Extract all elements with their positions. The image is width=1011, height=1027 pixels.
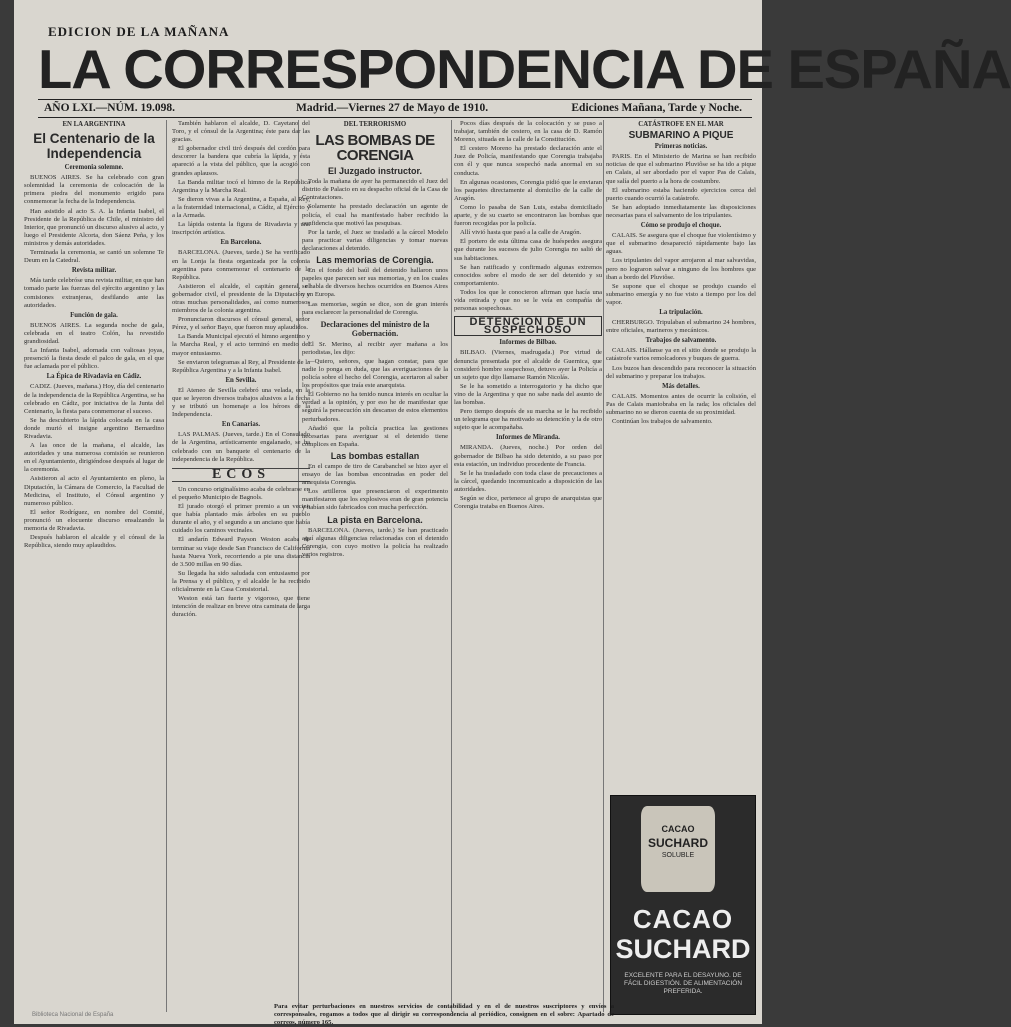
paragraph: BILBAO. (Viernes, madrugada.) Por virtud de denuncia presentada por el alcalde de Guernica, que consideró hombre sospechoso, detuvo ayer la Policía a un sujeto que dijo llamarse Ramón Nicolás. [454,349,602,381]
paragraph: Los artilleros que presenciaron el experimento manifestaron que los explosivos eran de gran potencia y habían sido fabricados con mucha perfección. [302,488,448,512]
paragraph: Allí vivió hasta que pasó a la calle de Aragón. [460,229,582,237]
column-divider [166,120,167,1012]
section-label: DEL TERRORISMO [343,121,407,128]
paragraph: MIRANDA. (Jueves, noche.) Por orden del gobernador de Bilbao ha sido detenido, a su paso por esta estación, un individuo procedente de Francia. [454,444,602,468]
paragraph: BARCELONA. (Jueves, tarde.) Se han practicado aquí algunas diligencias relacionadas con el detenido Corengia, con cuyo motivo la policía ha realizado varios registros. [302,526,448,558]
paragraph: El andarín Edward Payson Weston acaba de terminar su viaje desde San Francisco de California hasta Nueva York, recorriendo a pie una distancia de 3.500 millas en 90 días. [172,536,310,568]
column-divider [451,120,452,1012]
paragraph: Un concurso originalísimo acaba de celebrarse en el pequeño Municipio de Bagnols. [172,485,310,501]
newspaper-page [14,0,1011,1026]
issue-number: AÑO LXI.—NÚM. 19.098. [44,102,175,114]
paragraph: El gobernador civil tiró después del cordón para descorrer la bandera que cubría la lápida, y ésta apareció a la vista del público, que la acogió con grandes aplausos. [172,145,310,177]
paragraph: BUENOS AIRES. Se ha celebrado con gran solemnidad la ceremonia de colocación de la primera piedra del monumento erigido para conmemorar la fecha de la Independencia. [24,174,164,206]
footer-notice: Para evitar perturbaciones en nuestros servicios de contabilidad y en el de nuestros suscriptores y envíos a corresponsales, rogamos a todos que al dirigir su correspondencia al periódico, consignen en el sobre: Apartado de correos, número 165. [274,1003,614,1026]
subheading: La Épica de Rivadavia en Cádiz. [46,373,142,381]
edition-label: EDICION DE LA MAÑANA [48,24,230,39]
column-2 [172,120,310,1010]
cacao-tin-illustration [641,806,715,892]
paragraph: El Sr. Merino, al recibir ayer mañana a los periodistas, les dijo: [302,340,448,356]
article-headline: DETENCION DE UN SOSPECHOSO [454,316,602,336]
section-label: EN LA ARGENTINA [62,121,126,128]
paragraph: Solamente ha prestado declaración un agente de policía, el cual ha manifestado haber recibido la confidencia que motivó las pesquisas. [302,203,448,227]
paragraph: Toda la mañana de ayer ha permanecido el Juez del distrito de Palacio en su despacho oficial de la Casa de Contrataciones. [302,178,448,202]
paragraph: También hablaron el alcalde, D. Cayetano del Toro, y el cónsul de la Argentina; éste para dar las gracias. [172,120,310,144]
paragraph: La Banda militar tocó el himno de la República Argentina y la Marcha Real. [172,178,310,194]
paragraph: A las once de la mañana, el alcalde, las autoridades y una numerosa comisión se reunieron en el Ayuntamiento, dirigiéndose después al lugar de la ceremonia. [24,442,164,474]
paragraph: Se dieron vivas a la Argentina, a España, al Rey, a la fraternidad internacional, a Cádiz, al Ejército y a la Armada. [172,195,310,220]
subheading: En Canarias. [221,421,261,429]
paragraph: Las memorias, según se dice, son de gran interés para esclarecer la personalidad de Corengia. [302,300,448,316]
paragraph: Los buzos han descendido para reconocer la situación del submarino y preparar los trabajos. [606,364,756,380]
paragraph: La Banda Municipal ejecutó el himno argentino y la Marcha Real, y el acto terminó en medio del mayor entusiasmo. [172,333,310,357]
article-headline: SUBMARINO A PIQUE [628,130,734,142]
subheading: Informes de Bilbao. [499,339,557,347]
paragraph: BARCELONA. (Jueves, tarde.) Se ha verificado en la Lonja la fiesta organizada por la colonia argentina para conmemorar el centenario de la República. [172,249,310,281]
paragraph: Según se dice, pertenece al grupo de anarquistas que Corengia trataba en Buenos Aires. [454,495,602,511]
issue-date: Madrid.—Viernes 27 de Mayo de 1910. [296,102,489,114]
paragraph: La Infanta Isabel, adornada con valiosas joyas, presenció la fiesta desde el palco de gala, en el que fue aclamada por el público. [24,347,164,371]
archive-watermark: Biblioteca Nacional de España [32,1012,114,1018]
paragraph: Weston está tan fuerte y vigoroso, que tiene intención de realizar en breve otra caminata de larga duración. [172,595,310,619]
paragraph: Se ha descubierto la lápida colocada en la casa donde murió el insigne argentino Bernardino Rivadavia. [24,416,164,440]
tin-label-suchard: SUCHARD [648,836,708,850]
paragraph: Se enviaron telegramas al Rey, al Presidente de la República Argentina y a la Infanta Isabel. [172,358,310,374]
paragraph: Después hablaron el alcalde y el cónsul de la República, siendo muy aplaudidos. [24,534,164,550]
subheading: Función de gala. [70,311,118,319]
subheading: Informes de Miranda. [496,434,560,442]
subheading: Las bombas estallan [330,450,420,461]
paragraph: Se le ha sometido a interrogatorio y ha dicho que vino de la Argentina y que no sabe nada del asunto de las bombas. [454,382,602,406]
paragraph: Pronunciaron discursos el cónsul general, señor Pérez, y el señor Bayo, que fueron muy aplaudidos. [172,316,310,332]
subheading: Cómo se produjo el choque. [640,222,722,230]
paragraph: LAS PALMAS. (Jueves, tarde.) En el Consulado de la Argentina, artísticamente engalanado, se ha celebrado con un banquete el centenario de la independencia de la República. [172,431,310,463]
paragraph: Los tripulantes del vapor arrojaron al mar salvavidas, pero no lograron salvar a ninguno de los hombres que iban a bordo del Pluviôse. [606,257,756,281]
paragraph: El Ateneo de Sevilla celebró una velada, en la que se leyeron diversos trabajos alusivos a la fecha y se tributó un homenaje a los héroes de la Independencia. [172,386,310,419]
paragraph: Se han ratificado y confirmado algunas extremos conocidos sobre el modo de ser del detenido y su comportamiento. [454,263,602,287]
paragraph: El señor Rodríguez, en nombre del Comité, pronunció un elocuente discurso ensalzando la memoria de Rivadavia. [24,508,164,533]
paragraph: CALAIS. Hállanse ya en el sitio donde se produjo la catástrofe varios remolcadores y buques de guerra. [606,347,756,363]
subheading: Más detalles. [662,382,700,390]
paragraph: CHERBURGO. Tripulaban el submarino 24 hombres, entre oficiales, marineros y mecánicos. [606,319,756,335]
article-headline: LAS BOMBAS DE CORENGIA [315,132,435,165]
column-4 [454,120,602,1010]
paragraph: Todos los que le conocieron afirman que hacía una vida retirada y que no se le veía en compañía de personas sospechosas. [454,288,602,313]
paragraph: Como lo pasaba de San Luis, estaba domiciliado aparte, y de su cuarto se encontraron las bombas que fueron recogidas por la policía. [454,203,602,228]
newspaper-title: LA CORRESPONDENCIA DE ESPAÑA [38,38,1011,100]
paragraph: BUENOS AIRES. La segunda noche de gala, celebrada en el teatro Colón, ha revestido grandiosidad. [24,321,164,345]
paragraph: Continúan los trabajos de salvamento. [612,418,713,426]
paragraph: Se han adoptado inmediatamente las disposiciones necesarias para el salvamento de los tripulantes. [606,203,756,219]
paragraph: Se le ha trasladado con toda clase de precauciones a la cárcel, quedando incomunicado a disposición de las autoridades. [454,469,602,493]
paragraph: Terminada la ceremonia, se cantó un solemne Te Deum en la Catedral. [24,249,164,265]
paragraph: CALAIS. Momentos antes de ocurrir la colisión, el Pas de Calais maniobraba en la rada; los oficiales del submarino no se dieron cuenta de su proximidad. [606,392,756,416]
section-label: CATÁSTROFE EN EL MAR [638,121,724,128]
subheading: Revista militar. [71,267,117,275]
subheading: El Juzgado instructor. [327,166,422,177]
ad-tagline: EXCELENTE PARA EL DESAYUNO. DE FÁCIL DIGESTIÓN. DE ALIMENTACIÓN PREFERIDA. [623,972,743,995]
subheading: La tripulación. [659,308,703,316]
ad-title-suchard: SUCHARD [615,934,751,964]
cacao-suchard-ad [610,795,756,1015]
ecos-heading: ECOS [172,468,310,482]
subheading: En Sevilla. [225,376,257,384]
subheading: Primeras noticias. [654,143,708,151]
paragraph: Más tarde celebróse una revista militar, en que han tomado parte las fuerzas del ejército argentino y las comisiones extranjeras, desfilando ante las autoridades. [24,277,164,309]
column-5 [606,120,756,792]
paragraph: El cestero Moreno ha prestado declaración ante el Juez de Policía, manifestando que Corengia trabajaba con él y que nunca sospechó nada anormal en su conducta. [454,145,602,177]
paragraph: En el fondo del baúl del detenido hallaron unos papeles que parecen ser sus memorias, y en los cuales se habla de diversos hechos ocurridos en Buenos Aires y en Europa. [302,267,448,299]
article-headline: El Centenario de la Independencia [33,131,155,162]
paragraph: Añadió que la policía practica las gestiones necesarias para averiguar si el detenido tiene cómplices en España. [302,424,448,448]
paragraph: Pero tiempo después de su marcha se le ha recibido un telegrama que ha motivado su detención y la de otro sujeto que le acompañaba. [454,408,602,432]
paragraph: El submarino estaba haciendo ejercicios cerca del puerto cuando ocurrió la catástrofe. [606,186,756,202]
paragraph: El Gobierno no ha tenido nunca interés en ocultar la verdad a la opinión, y por eso he de manifestar que seguirá la persecución sin descanso de estos elementos perturbadores. [302,391,448,423]
paragraph: Han asistido al acto S. A. la Infanta Isabel, el Presidente de la República de Chile, el ministro del Interior, que pronunció un discurso alusivo al acto, y luego el Presidente Alcorta, don Sáenz Peña, y los ministros y demás autoridades. [24,207,164,247]
column-1 [24,120,164,1010]
subheading: Ceremonia solemne. [64,164,124,172]
subheading: Las memorias de Corengia. [316,255,434,266]
subheading: Declaraciones del ministro de la Gobernación. [320,319,430,338]
paragraph: —Quiero, señores, que hagan constar, para que nadie lo ponga en duda, que las averiguaciones de la policía sobre el hecho del Corengia, acertaron al saber los propósitos que traía este anarquista. [302,357,448,390]
masthead-rule-bottom [38,117,752,118]
paragraph: La lápida ostenta la figura de Rivadavia y una inscripción artística. [172,221,310,237]
subheading: En Barcelona. [220,239,262,247]
paragraph: Pocos días después de la colocación y se puso a trabajar, también de cestero, en la casa de D. Ramón Moreno, situada en la calle de la Constitución. [454,120,602,144]
column-3 [302,120,448,1010]
subheading: La pista en Barcelona. [327,514,423,525]
column-divider [603,120,604,1012]
paragraph: CALAIS. Se asegura que el choque fue violentísimo y que el submarino desapareció rápidamente bajo las aguas. [606,232,756,256]
paragraph: Se supone que el choque se produjo cuando el submarino emergía y no fue visto a tiempo por los del vapor. [606,282,756,306]
paragraph: Por la tarde, el Juez se trasladó a la cárcel Modelo para practicar varias diligencias y tomar nuevas declaraciones al detenido. [302,228,448,252]
paragraph: PARIS. En el Ministerio de Marina se han recibido noticias de que el submarino Pluviôse se ha ido a pique en Calais, al ser abordado por el vapor Pas de Calais, que salía del puerto a la hora de costumbre. [606,153,756,185]
dateline [38,100,752,116]
paragraph: CADIZ. (Jueves, mañana.) Hoy, día del centenario de la independencia de la República Argentina, se ha celebrado en Cádiz, por iniciativa de la Junta del Centenario, la fiesta para conmemorar el suceso. [24,383,164,415]
paragraph: En algunas ocasiones, Corengia pidió que le enviaran los paquetes directamente al domicilio de la calle de Aragón. [454,178,602,202]
paragraph: El portero de esta última casa de huéspedes asegura que durante los sucesos de julio Corengia no salió de sus habitaciones. [454,238,602,262]
tin-label-cacao: CACAO [661,824,695,834]
paragraph: Su llegada ha sido saludada con entusiasmo por la Prensa y el público, y el alcalde le ha recibido oficialmente en la Casa Consistorial. [172,569,310,593]
paragraph: En el campo de tiro de Carabanchel se hizo ayer el ensayo de las bombas encontradas en poder del anarquista Corengia. [302,463,448,487]
paragraph: El jurado otorgó el primer premio a un vecino que había plantado más árboles en su pueblo durante el año, y el segundo a un anciano que había cuidado los caminos vecinales. [172,503,310,535]
subheading: Trabajos de salvamento. [645,337,717,345]
ad-title-cacao: CACAO [632,904,734,934]
paragraph: Asistieron al acto el Ayuntamiento en pleno, la Diputación, la Cámara de Comercio, la Facultad de Medicina, el Instituto, el Cónsul argentino y numeroso público. [24,475,164,507]
tin-label-soluble: SOLUBLE [661,852,695,859]
paragraph: Asistieron el alcalde, el capitán general, el gobernador civil, el presidente de la Diputación y otras muchas personalidades, así como numerosos miembros de la colonia argentina. [172,282,310,315]
editions-note: Ediciones Mañana, Tarde y Noche. [571,102,742,114]
